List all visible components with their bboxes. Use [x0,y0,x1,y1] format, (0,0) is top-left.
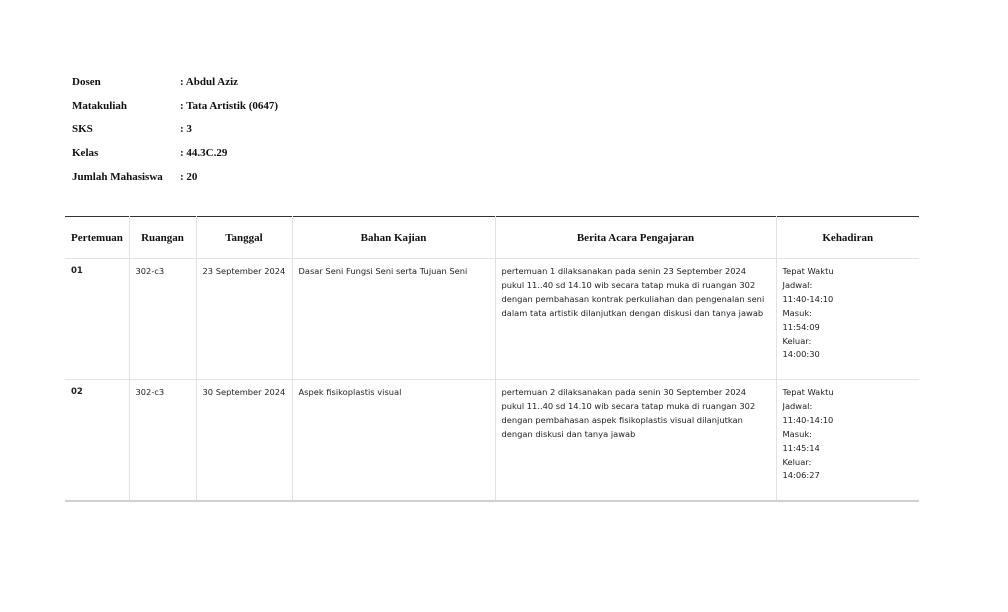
info-value: : Tata Artistik (0647) [180,99,279,112]
header-bahan-kajian: Bahan Kajian [292,217,495,259]
attendance-in-value: 11:45:14 [782,442,820,453]
attendance-status: Tepat Waktu [782,266,834,276]
cell-ruangan: 302-c3 [129,380,196,502]
table-row [65,380,919,502]
header-kehadiran: Kehadiran [776,217,919,259]
attendance-in-label: Masuk: [782,307,812,318]
cell-bahan-kajian: Dasar Seni Fungsi Seni serta Tujuan Seni [292,259,495,380]
table-row [65,259,919,380]
cell-kehadiran [776,380,919,502]
info-label: SKS [72,123,93,136]
cell-kehadiran [776,259,919,380]
info-row-sks [72,118,278,142]
attendance-schedule-label: Jadwal: [782,400,813,411]
info-label: Dosen [72,75,101,88]
info-value: : 20 [180,170,198,183]
attendance-out-label: Keluar: [782,335,812,346]
cell-pertemuan: 02 [65,380,129,502]
info-row-kelas [72,141,278,165]
cell-berita-acara: pertemuan 1 dilaksanakan pada senin 23 September 2024 pukul 11..40 sd 14.10 wib secara tatap muka di ruangan 302 dengan pembahasan kontrak perkuliahan dan pengenalan seni dalam tata artistik dilanjutkan dengan diskusi dan tanya jawab [495,259,776,380]
cell-ruangan: 302-c3 [129,259,196,380]
info-row-dosen [72,70,278,94]
cell-pertemuan: 01 [65,259,129,380]
info-label: Kelas [72,147,99,160]
cell-berita-acara: pertemuan 2 dilaksanakan pada senin 30 September 2024 pukul 11..40 sd 14.10 wib secara tatap muka di ruangan 302 dengan pembahasan aspek fisikoplastis visual dilanjutkan dengan diskusi dan tanya jawab [495,380,776,502]
info-row-jumlah-mahasiswa [72,165,278,189]
header-berita-acara: Berita Acara Pengajaran [495,217,776,259]
attendance-status: Tepat Waktu [782,387,834,397]
info-row-matakuliah [72,94,278,118]
attendance-out-label: Keluar: [782,456,812,467]
info-value: : 44.3C.29 [180,147,228,160]
cell-bahan-kajian: Aspek fisikoplastis visual [292,380,495,502]
table-header-row [65,217,919,259]
info-value: : 3 [180,123,192,136]
cell-tanggal: 23 September 2024 [196,259,292,380]
attendance-out-value: 14:00:30 [782,349,820,360]
attendance-schedule-value: 11:40-14:10 [782,414,834,425]
schedule-table [65,216,919,502]
attendance-schedule-label: Jadwal: [782,279,813,290]
info-value: : Abdul Aziz [180,75,239,88]
cell-tanggal: 30 September 2024 [196,380,292,502]
header-pertemuan: Pertemuan [65,217,129,259]
attendance-in-value: 11:54:09 [782,321,820,332]
course-info [72,70,278,189]
header-tanggal: Tanggal [196,217,292,259]
info-label: Matakuliah [72,99,128,112]
header-ruangan: Ruangan [129,217,196,259]
attendance-out-value: 14:06:27 [782,470,820,481]
attendance-schedule-value: 11:40-14:10 [782,293,834,304]
attendance-in-label: Masuk: [782,428,812,439]
info-label: Jumlah Mahasiswa [72,170,163,183]
